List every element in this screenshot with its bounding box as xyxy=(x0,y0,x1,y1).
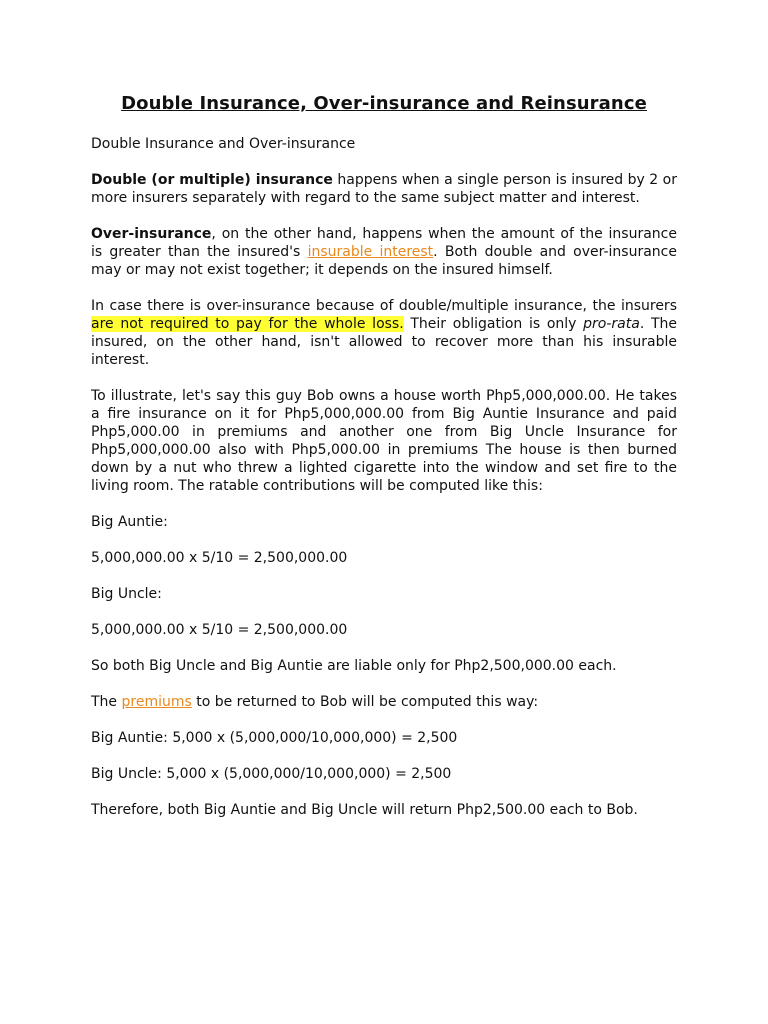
paragraph-over-insurance-text-2: . Both double and over-insurance may or may not exist together; it depends on the insured himself. xyxy=(91,244,677,278)
pro-rata-italic: pro-rata xyxy=(583,316,640,332)
big-auntie-label: Big Auntie: xyxy=(91,514,168,530)
premiums-link[interactable]: premiums xyxy=(121,694,192,710)
paragraph-pro-rata-text-1: In case there is over-insurance because of double/multiple insurance, the insurers xyxy=(91,298,677,314)
big-uncle-calculation: 5,000,000.00 x 5/10 = 2,500,000.00 xyxy=(91,622,348,638)
paragraph-pro-rata-text-2: Their obligation is only xyxy=(403,316,584,332)
paragraph-over-insurance xyxy=(91,225,677,279)
big-uncle-label: Big Uncle: xyxy=(91,586,162,602)
paragraph-illustration: To illustrate, let's say this guy Bob owns a house worth Php5,000,000.00. He takes a fire insurance on it for Php5,000,000.00 from Big Auntie Insurance and paid Php5,000.00 in premiums and another one from Big Uncle Insurance for Php5,000,000.00 also with Php5,000.00 in premiums The house is then burned down by a nut who threw a lighted cigarette into the window and set fire to the living room. The ratable contributions will be computed like this: xyxy=(91,388,677,494)
paragraph-conclusion: Therefore, both Big Auntie and Big Uncle will return Php2,500.00 each to Bob. xyxy=(91,802,638,818)
insurable-interest-link[interactable]: insurable interest xyxy=(307,244,434,260)
paragraph-over-insurance-text-1: , on the other hand, happens when the amount of the insurance is greater than the insured's xyxy=(91,226,677,260)
paragraph-premiums xyxy=(91,693,677,711)
premium-big-auntie: Big Auntie: 5,000 x (5,000,000/10,000,000) = 2,500 xyxy=(91,730,458,746)
big-auntie-calculation: 5,000,000.00 x 5/10 = 2,500,000.00 xyxy=(91,550,348,566)
subheading: Double Insurance and Over-insurance xyxy=(91,136,356,152)
paragraph-premiums-text-1: The xyxy=(91,694,122,710)
paragraph-double-insurance-text: happens when a single person is insured by 2 or more insurers separately with regard to the same subject matter and interest. xyxy=(91,172,677,206)
premium-big-uncle: Big Uncle: 5,000 x (5,000,000/10,000,000) = 2,500 xyxy=(91,766,452,782)
term-double-insurance: Double (or multiple) insurance xyxy=(91,172,333,188)
highlighted-text: are not required to pay for the whole loss. xyxy=(91,316,404,332)
paragraph-pro-rata xyxy=(91,297,677,369)
term-over-insurance: Over-insurance xyxy=(91,226,212,242)
paragraph-premiums-text-2: to be returned to Bob will be computed this way: xyxy=(191,694,539,710)
paragraph-double-insurance xyxy=(91,171,677,207)
paragraph-pro-rata-text-3: . The insured, on the other hand, isn't allowed to recover more than his insurable interest. xyxy=(91,316,677,368)
document-title: Double Insurance, Over-insurance and Reinsurance xyxy=(121,93,647,114)
paragraph-liability: So both Big Uncle and Big Auntie are liable only for Php2,500,000.00 each. xyxy=(91,658,617,674)
